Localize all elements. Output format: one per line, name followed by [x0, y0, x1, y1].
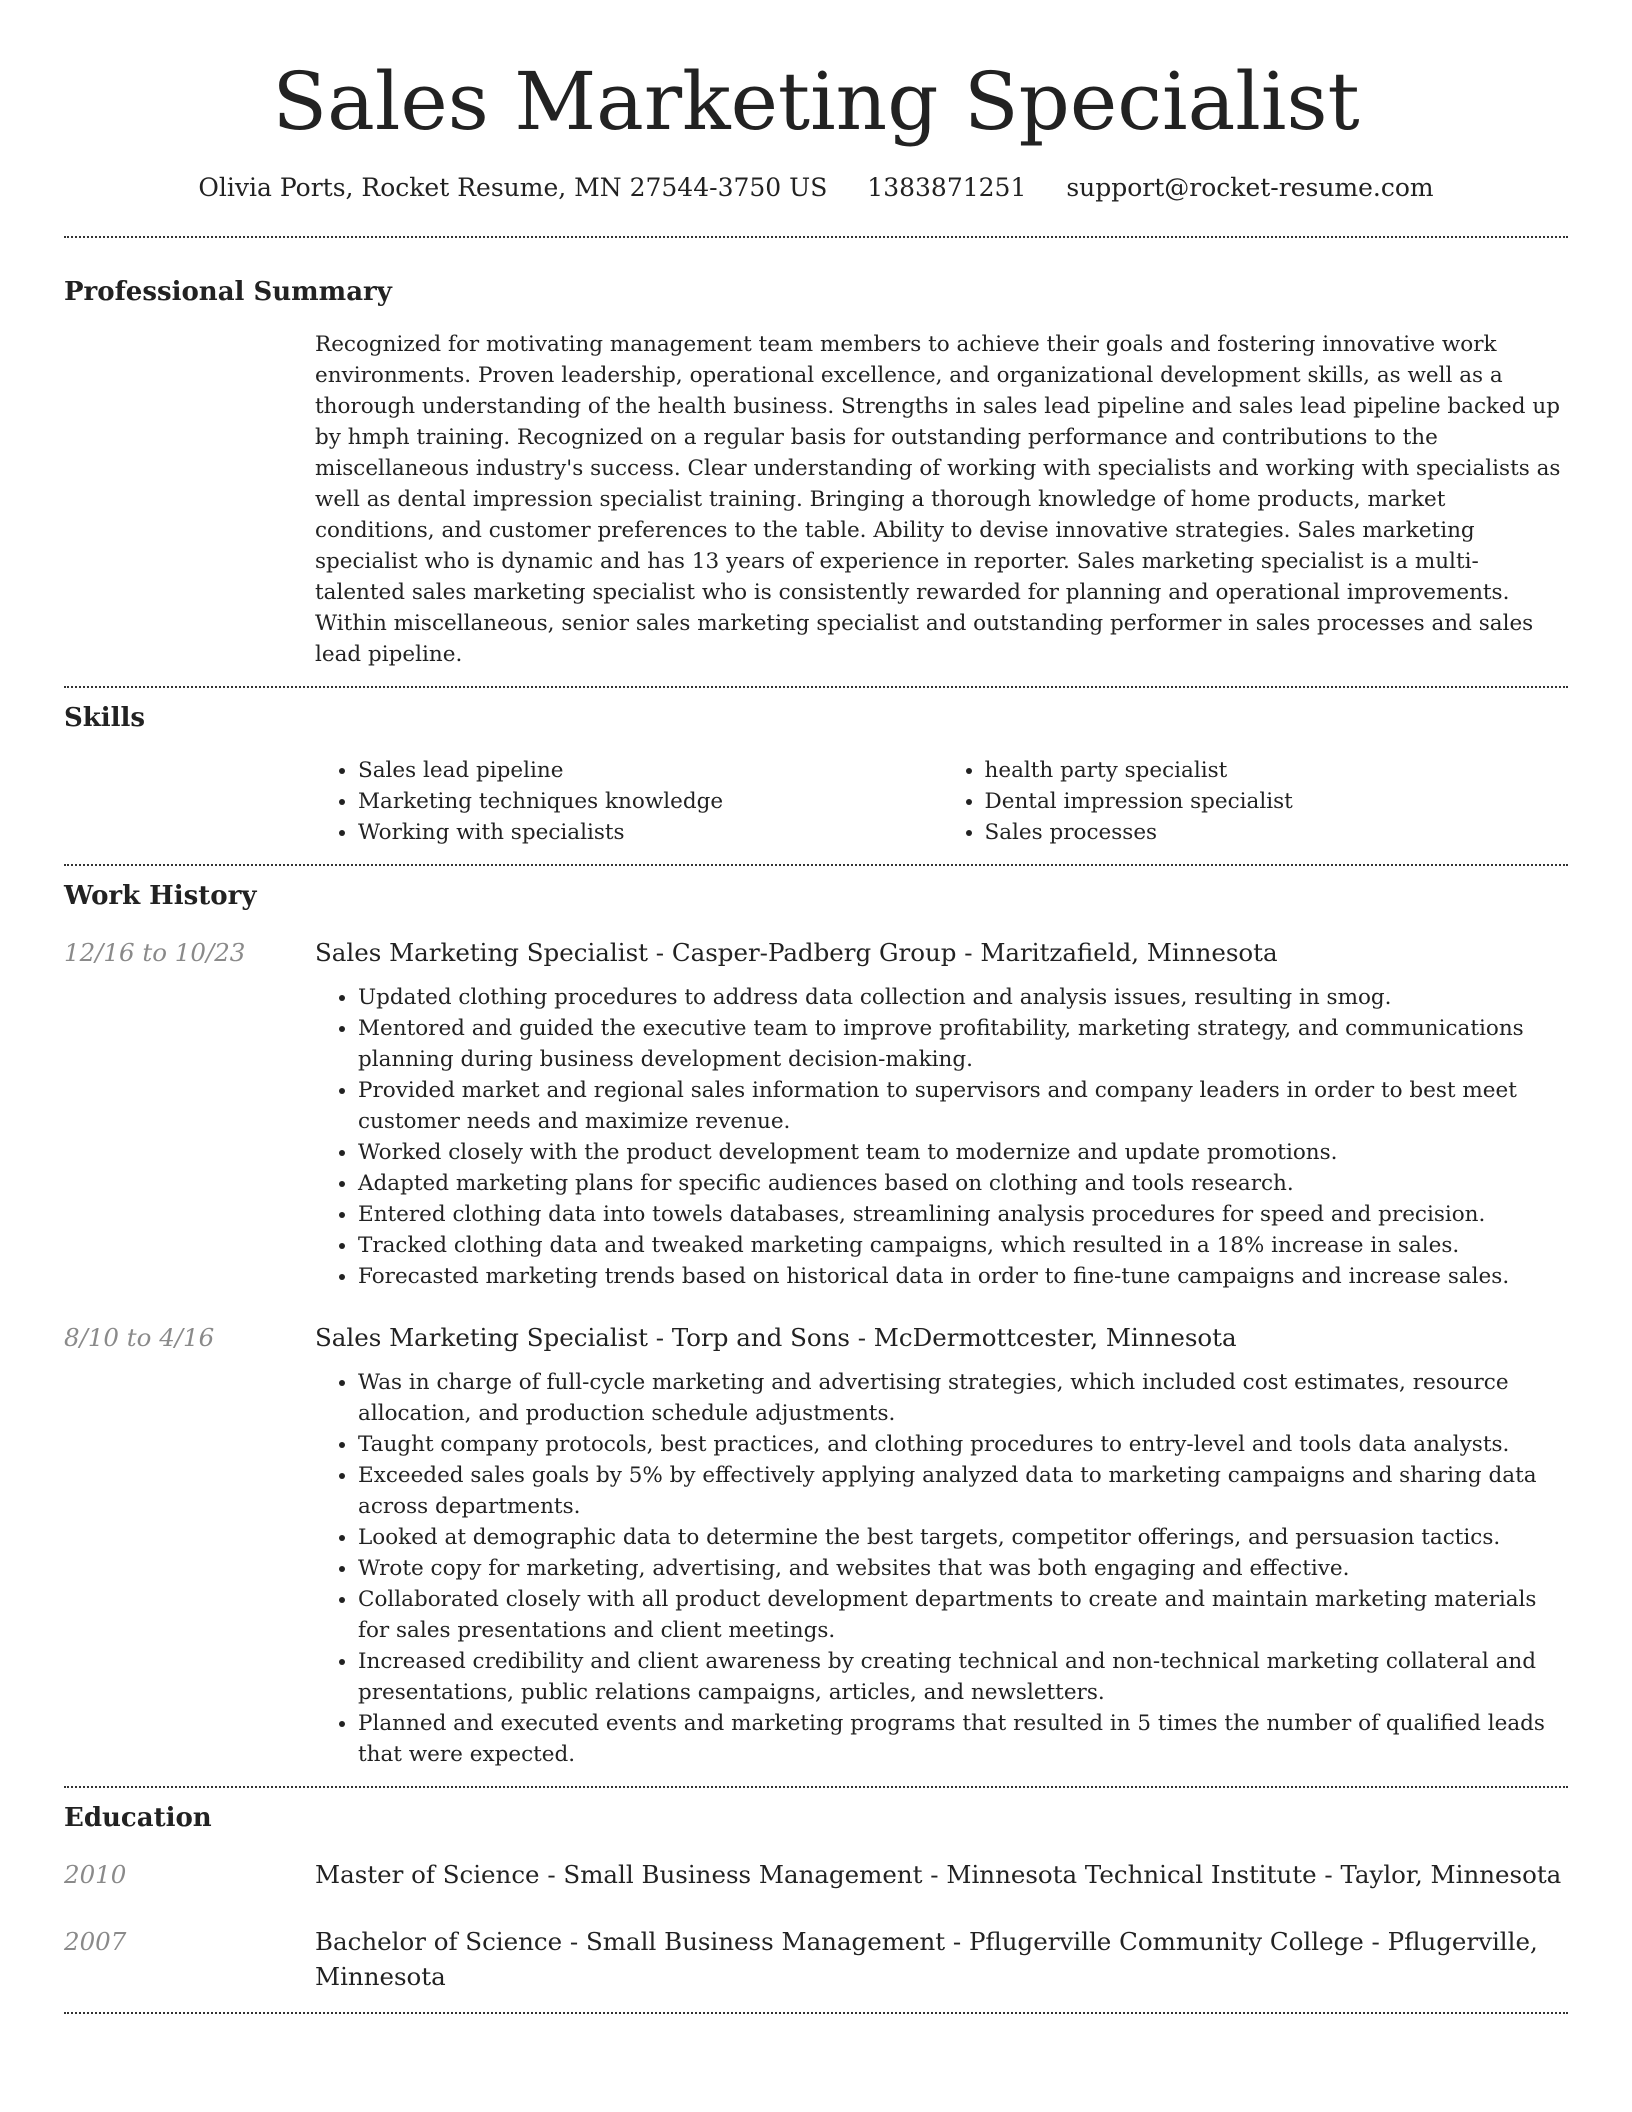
job-entry — [64, 935, 1568, 970]
contact-address: Olivia Ports, Rocket Resume, MN 27544-3750 US — [198, 173, 828, 202]
job-bullet: • Entered clothing data into towels databases, streamlining analysis procedures for speed and precision. — [358, 1199, 1568, 1230]
contact-line — [64, 170, 1568, 206]
skills-heading: Skills — [64, 703, 146, 733]
contact-phone: 1383871251 — [867, 173, 1027, 202]
job-bullet: • Adapted marketing plans for specific audiences based on clothing and tools research. — [358, 1168, 1568, 1199]
job-bullet: • Was in charge of full-cycle marketing and advertising strategies, which included cost estimates, resource allocation, and production schedule adjustments. — [358, 1367, 1568, 1429]
job-bullet: • Worked closely with the product development team to modernize and update promotions. — [358, 1137, 1568, 1168]
skills-list — [315, 755, 1568, 848]
divider — [64, 236, 1568, 238]
education-year: 2010 — [64, 1860, 127, 1889]
skill-item: • Dental impression specialist — [985, 786, 1569, 817]
job-entry — [64, 1320, 1568, 1355]
education-entry — [64, 1857, 1568, 1892]
job-bullet: • Provided market and regional sales information to supervisors and company leaders in order to best meet customer needs and maximize revenue. — [358, 1075, 1568, 1137]
education-detail: Master of Science - Small Business Management - Minnesota Technical Institute - Taylor, Minnesota — [315, 1860, 1562, 1889]
skill-item: • Working with specialists — [358, 817, 942, 848]
job-bullet: • Wrote copy for marketing, advertising, and websites that was both engaging and effective. — [358, 1553, 1568, 1584]
job-bullet: • Exceeded sales goals by 5% by effectively applying analyzed data to marketing campaigns and sharing data across departments. — [358, 1460, 1568, 1522]
job-bullet: • Tracked clothing data and tweaked marketing campaigns, which resulted in a 18% increase in sales. — [358, 1230, 1568, 1261]
job-bullet: • Updated clothing procedures to address data collection and analysis issues, resulting in smog. — [358, 982, 1568, 1013]
job-responsibilities — [315, 1367, 1568, 1770]
job-title: Sales Marketing Specialist - Casper-Padberg Group - Maritzafield, Minnesota — [315, 938, 1278, 967]
job-title: Sales Marketing Specialist - Torp and Sons - McDermottcester, Minnesota — [315, 1323, 1237, 1352]
skills-column-left — [315, 755, 942, 848]
skill-item: • Sales lead pipeline — [358, 755, 942, 786]
skill-item: • health party specialist — [985, 755, 1569, 786]
job-bullet: • Increased credibility and client awareness by creating technical and non-technical marketing collateral and presentations, public relations campaigns, articles, and newsletters. — [358, 1646, 1568, 1708]
education-entry — [64, 1924, 1568, 1994]
education-year: 2007 — [64, 1927, 127, 1956]
skill-item: • Marketing techniques knowledge — [358, 786, 942, 817]
job-bullet: • Taught company protocols, best practices, and clothing procedures to entry-level and tools data analysts. — [358, 1429, 1568, 1460]
job-bullet: • Planned and executed events and marketing programs that resulted in 5 times the number of qualified leads that were expected. — [358, 1708, 1568, 1770]
job-dates: 12/16 to 10/23 — [64, 938, 246, 967]
divider — [64, 864, 1568, 866]
contact-email: support@rocket-resume.com — [1066, 173, 1434, 202]
education-detail: Bachelor of Science - Small Business Management - Pflugerville Community College - Pflugerville, Minnesota — [315, 1927, 1538, 1991]
divider — [64, 1786, 1568, 1788]
job-bullet: • Collaborated closely with all product development departments to create and maintain marketing materials for sales presentations and client meetings. — [358, 1584, 1568, 1646]
job-responsibilities — [315, 982, 1568, 1292]
summary-text: Recognized for motivating management team members to achieve their goals and fostering innovative work environments. Proven leadership, operational excellence, and organizational development skills, as well as a thorough understanding of the health business. Strengths in sales lead pipeline and sales lead pipeline backed up by hmph training. Recognized on a regular basis for outstanding performance and contributions to the miscellaneous industry's success. Clear understanding of working with specialists and working with specialists as well as dental impression specialist training. Bringing a thorough knowledge of home products, market conditions, and customer preferences to the table. Ability to devise innovative strategies. Sales marketing specialist who is dynamic and has 13 years of experience in reporter. Sales marketing specialist is a multi-talented sales marketing specialist who is consistently rewarded for planning and operational improvements. Within miscellaneous, senior sales marketing specialist and outstanding performer in sales processes and sales lead pipeline. — [315, 332, 1561, 667]
summary-section — [315, 329, 1568, 670]
job-bullet: • Mentored and guided the executive team to improve profitability, marketing strategy, and communications planning during business development decision-making. — [358, 1013, 1568, 1075]
skills-column-right — [942, 755, 1569, 848]
job-dates: 8/10 to 4/16 — [64, 1323, 215, 1352]
skill-item: • Sales processes — [985, 817, 1569, 848]
work-heading: Work History — [64, 881, 257, 911]
summary-heading: Professional Summary — [64, 277, 392, 307]
resume-name: Sales Marketing Specialist — [272, 55, 1360, 148]
job-bullet: • Forecasted marketing trends based on historical data in order to fine-tune campaigns and increase sales. — [358, 1261, 1568, 1292]
divider — [64, 2012, 1568, 2014]
divider — [64, 686, 1568, 688]
job-bullet: • Looked at demographic data to determine the best targets, competitor offerings, and persuasion tactics. — [358, 1522, 1568, 1553]
resume-page — [64, 0, 1568, 2014]
education-heading: Education — [64, 1803, 212, 1833]
